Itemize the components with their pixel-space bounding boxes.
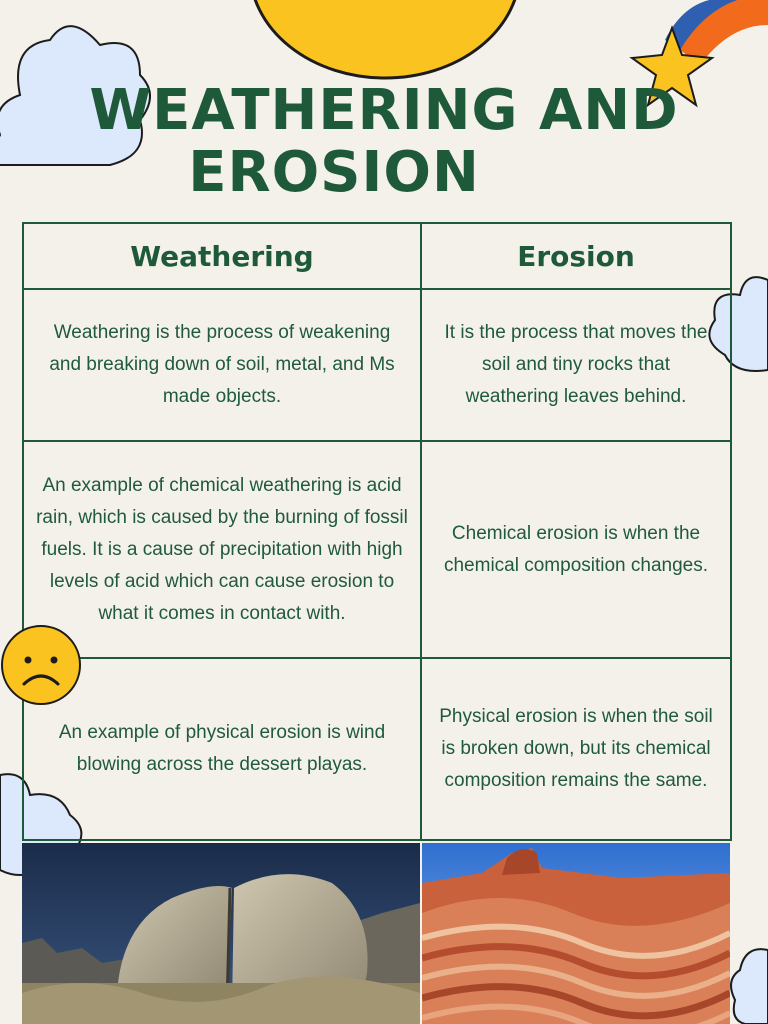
title-line-1: WEATHERING AND (89, 78, 679, 143)
sandstone-wave-photo (422, 843, 730, 1024)
cloud-icon (725, 945, 768, 1024)
sun-icon (240, 0, 530, 90)
page-title (0, 80, 768, 204)
cell-erosion-physical: Physical erosion is when the soil is broken down, but its chemical composition remains the same. (421, 658, 731, 840)
comparison-table (22, 222, 732, 841)
sad-face-icon (0, 624, 84, 706)
header-erosion: Erosion (421, 223, 731, 289)
title-line-2: EROSION (188, 140, 480, 205)
cell-erosion-chemical: Chemical erosion is when the chemical composition changes. (421, 441, 731, 658)
cell-weathering-definition: Weathering is the process of weakening and breaking down of soil, metal, and Ms made objects. (23, 289, 421, 441)
header-weathering: Weathering (23, 223, 421, 289)
split-boulder-photo (22, 843, 420, 1024)
cell-erosion-definition: It is the process that moves the soil and tiny rocks that weathering leaves behind. (421, 289, 731, 441)
cell-weathering-chemical: An example of chemical weathering is acid rain, which is caused by the burning of fossil fuels. It is a cause of precipitation with high levels of acid which can cause erosion to what it comes in contact with. (23, 441, 421, 658)
cell-weathering-physical: An example of physical erosion is wind blowing across the dessert playas. (23, 658, 421, 840)
